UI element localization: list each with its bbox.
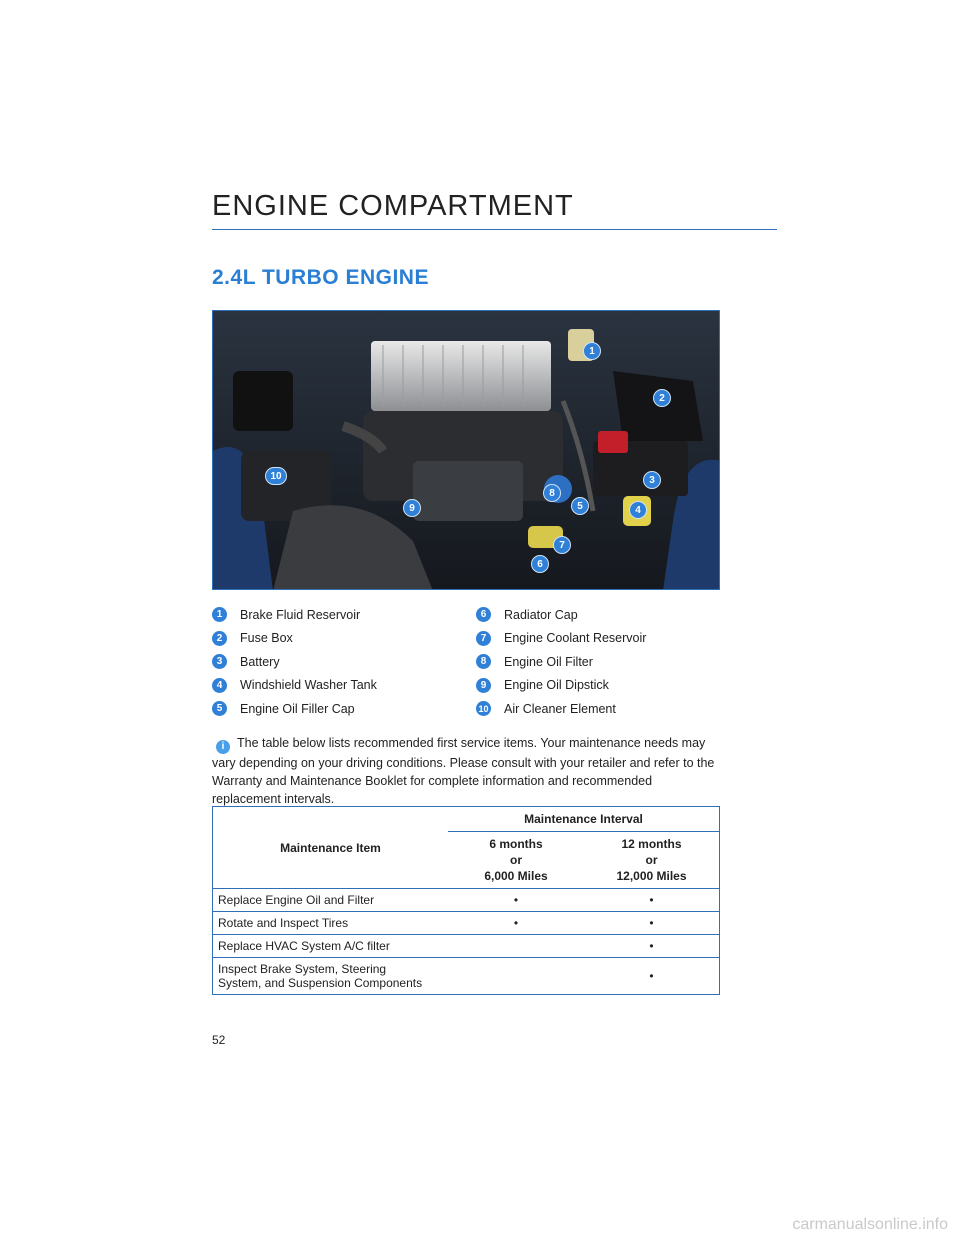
legend-number: 7	[476, 631, 491, 646]
row-item: Replace HVAC System A/C filter	[213, 935, 449, 958]
legend-label: Fuse Box	[240, 631, 293, 646]
sub-title: 2.4L TURBO ENGINE	[212, 266, 429, 289]
legend-item	[212, 627, 377, 651]
legend-label: Engine Oil Dipstick	[504, 678, 609, 693]
legend-number: 6	[476, 607, 491, 622]
table-row	[213, 935, 720, 958]
legend-label: Windshield Washer Tank	[240, 678, 377, 693]
header-maintenance-interval: Maintenance Interval	[448, 807, 720, 832]
row-item	[213, 958, 449, 995]
header-interval-6	[448, 832, 584, 889]
callout-1: 1	[583, 342, 601, 360]
interval-6-line3: 6,000 Miles	[484, 869, 548, 883]
callout-4: 4	[629, 501, 647, 519]
legend-label: Engine Coolant Reservoir	[504, 631, 647, 646]
row-item: Replace Engine Oil and Filter	[213, 889, 449, 912]
callout-7: 7	[553, 536, 571, 554]
callout-6: 6	[531, 555, 549, 573]
legend-number: 10	[476, 701, 491, 716]
interval-12-line2: or	[645, 853, 658, 867]
legend-right	[476, 603, 646, 721]
header-maintenance-item: Maintenance Item	[213, 807, 449, 889]
legend-number: 8	[476, 654, 491, 669]
title-divider	[212, 229, 777, 230]
legend-number: 5	[212, 701, 227, 716]
legend-label: Battery	[240, 654, 280, 669]
legend-label: Engine Oil Filter	[504, 654, 593, 669]
table-row	[213, 889, 720, 912]
callout-9: 9	[403, 499, 421, 517]
row-mark-12: •	[584, 935, 720, 958]
row-item-line2: System, and Suspension Components	[218, 976, 423, 990]
engine-photo	[212, 310, 720, 590]
legend-item	[212, 650, 377, 674]
interval-6-line1: 6 months	[489, 837, 543, 851]
row-mark-6: •	[448, 889, 584, 912]
callout-2: 2	[653, 389, 671, 407]
legend-number: 4	[212, 678, 227, 693]
legend-label: Air Cleaner Element	[504, 701, 616, 716]
info-note	[212, 734, 722, 808]
header-interval-12	[584, 832, 720, 889]
legend-label: Engine Oil Filler Cap	[240, 701, 355, 716]
interval-6-line2: or	[510, 853, 522, 867]
callout-5: 5	[571, 497, 589, 515]
engine-illustration	[213, 311, 720, 590]
legend-item	[212, 674, 377, 698]
page-number: 52	[212, 1033, 226, 1047]
legend-label: Radiator Cap	[504, 607, 578, 622]
row-item-line1: Inspect Brake System, Steering	[218, 962, 387, 976]
legend-number: 9	[476, 678, 491, 693]
legend-left	[212, 603, 377, 721]
legend-item	[212, 603, 377, 627]
table-row	[213, 912, 720, 935]
legend-item	[212, 697, 377, 721]
legend-number: 2	[212, 631, 227, 646]
legend-label: Brake Fluid Reservoir	[240, 607, 361, 622]
legend-item	[476, 603, 646, 627]
row-mark-6: •	[448, 912, 584, 935]
row-mark-12: •	[584, 958, 720, 995]
interval-12-line3: 12,000 Miles	[616, 869, 687, 883]
table-row	[213, 958, 720, 995]
legend-number: 3	[212, 654, 227, 669]
row-mark-12: •	[584, 912, 720, 935]
callout-3: 3	[643, 471, 661, 489]
callout-10: 10	[265, 467, 287, 485]
legend-item	[476, 697, 646, 721]
row-item: Rotate and Inspect Tires	[213, 912, 449, 935]
note-text: The table below lists recommended first service items. Your maintenance needs may vary depending on your driving conditions. Please consult with your retailer and refer to the Warranty and Maintenance Booklet for complete information and recommended replacement intervals.	[212, 736, 715, 806]
row-mark-12: •	[584, 889, 720, 912]
row-mark-6	[448, 958, 584, 995]
legend-item	[476, 674, 646, 698]
legend-item	[476, 650, 646, 674]
legend-number: 1	[212, 607, 227, 622]
maintenance-table	[212, 806, 720, 995]
interval-12-line1: 12 months	[621, 837, 682, 851]
section-title: ENGINE COMPARTMENT	[212, 190, 574, 222]
info-icon: i	[216, 740, 230, 754]
legend-item	[476, 627, 646, 651]
watermark: carmanualsonline.info	[792, 1216, 948, 1233]
row-mark-6	[448, 935, 584, 958]
callout-8: 8	[543, 484, 561, 502]
